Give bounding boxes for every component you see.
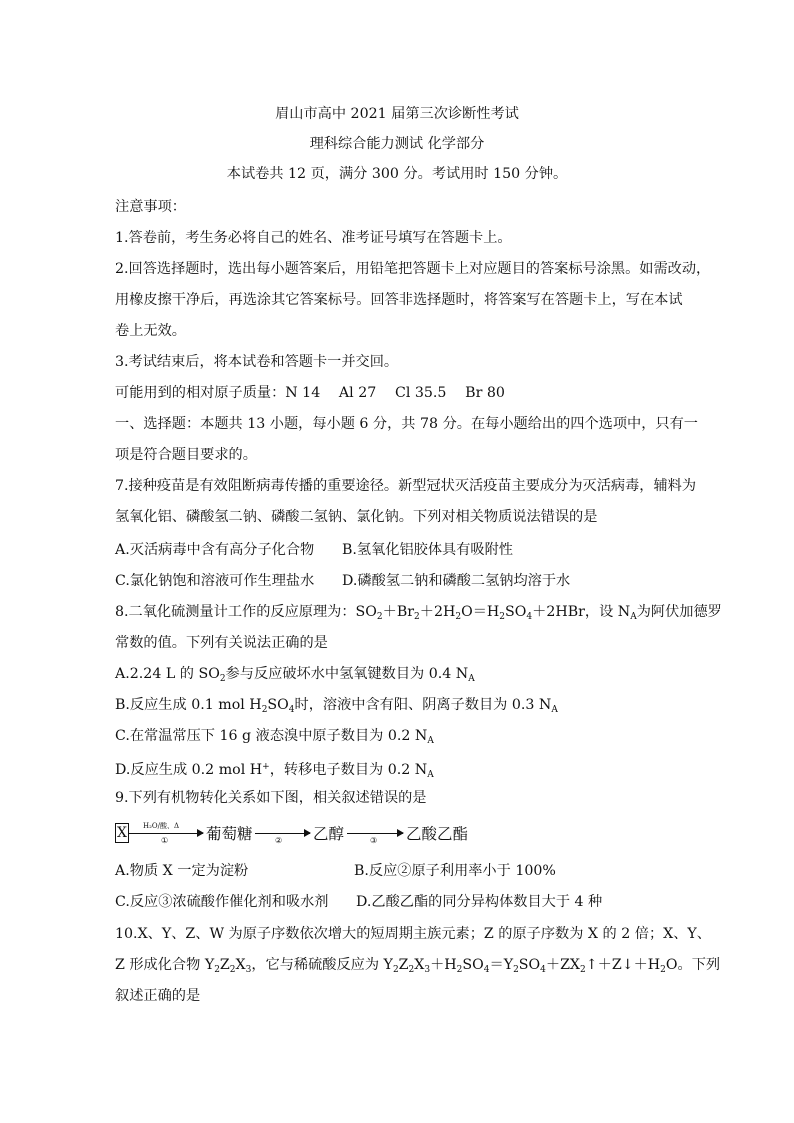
ethanol-label: 乙醇 [313, 825, 345, 843]
q7-option-row-2 [115, 571, 571, 591]
reaction-arrow-3 [347, 833, 403, 834]
glucose-label: 葡萄糖 [206, 825, 253, 843]
q9-stem: 9.下列有机物转化关系如下图，相关叙述错误的是 [115, 790, 427, 806]
q7-option-b[interactable]: B.氢氧化铝胶体具有吸附性 [342, 542, 513, 558]
exam-title: 眉山市高中 2021 届第三次诊断性考试 [275, 106, 519, 122]
q8-option-b[interactable]: B.反应生成 0.1 mol $H_2SO_4$时，溶液中含有阳、阴离子数目为 0.3 $N_A$ [115, 697, 558, 715]
reaction-1-condition: H₂O/酸、Δ [143, 822, 180, 830]
q8-stem-line-1: 8.二氧化硫测量计工作的反应原理为：$SO_2+Br_2+2H_2O=H_2SO_4+2HBr$，设 $N_A$为阿伏加德罗 [115, 604, 722, 622]
q9-option-c[interactable]: C.反应③浓硫酸作催化剂和吸水剂 [115, 894, 329, 910]
section1-line-2: 项是符合题目要求的。 [115, 447, 257, 463]
reaction-arrow-2 [255, 833, 310, 834]
q9-option-b[interactable]: B.反应②原子利用率小于 100% [354, 863, 556, 879]
q7-stem-line-2: 氢氧化铝、磷酸氢二钠、磷酸二氢钠、氯化钠。下列对相关物质说法错误的是 [115, 509, 598, 525]
q8-option-a[interactable]: A.2.24 L 的 $SO_2$参与反应破坏水中氢氧键数目为 0.4 $N_A$ [115, 666, 475, 684]
notice-item-2-line-3: 卷上无效。 [115, 323, 186, 339]
q9-option-row-1 [115, 861, 556, 881]
notice-item-2-line-2: 用橡皮擦干净后，再选涂其它答案标号。回答非选择题时，将答案写在答题卡上，写在本试 [115, 292, 683, 308]
q9-option-d[interactable]: D.乙酸乙酯的同分异构体数目大于 4 种 [356, 894, 603, 910]
notice-item-2-line-1: 2.回答选择题时，选出每小题答案后，用铅笔把答题卡上对应题目的答案标号涂黑。如需改动， [115, 261, 711, 277]
q7-stem-line-1: 7.接种疫苗是有效阻断病毒传播的重要途径。新型冠状灭活疫苗主要成分为灭活病毒，辅料为 [115, 478, 697, 494]
q8-option-c[interactable]: C.在常温常压下 16 g 液态溴中原子数目为 0.2 $N_A$ [115, 728, 434, 746]
reaction-3-number: ③ [370, 836, 378, 845]
exam-info: 本试卷共 12 页，满分 300 分。考试用时 150 分钟。 [226, 166, 568, 182]
reaction-arrow-1 [129, 833, 203, 834]
q10-stem-line-1: 10.X、Y、Z、W 为原子序数依次增大的短周期主族元素；Z 的原子序数为 X 的 2 倍；X、Y、 [115, 926, 711, 942]
q10-stem-line-3: 叙述正确的是 [115, 988, 201, 1004]
notice-heading: 注意事项： [115, 199, 186, 215]
ethyl-acetate-label: 乙酸乙酯 [406, 825, 469, 843]
reaction-scheme [115, 820, 475, 850]
reaction-1-number: ① [161, 836, 169, 845]
notice-item-3: 3.考试结束后，将本试卷和答题卡一并交回。 [115, 354, 399, 370]
notice-item-1: 1.答卷前，考生务必将自己的姓名、准考证号填写在答题卡上。 [115, 230, 512, 246]
q9-option-row-2 [115, 892, 603, 912]
q7-option-c[interactable]: C.氯化钠饱和溶液可作生理盐水 [115, 573, 315, 589]
q7-option-d[interactable]: D.磷酸氢二钠和磷酸二氢钠均溶于水 [342, 573, 571, 589]
section1-line-1: 一、选择题：本题共 13 小题，每小题 6 分，共 78 分。在每小题给出的四个选项中，只有一 [115, 416, 698, 432]
q9-option-a[interactable]: A.物质 X 一定为淀粉 [115, 863, 249, 879]
q10-stem-line-2: Z 形成化合物 $Y_2Z_2X_3$，它与稀硫酸反应为 $Y_2Z_2X_3+H_2SO_4=Y_2SO_4+ZX_2↑+Z↓+H_2O$。下列 [115, 957, 721, 975]
q7-option-row-1 [115, 540, 513, 560]
q7-option-a[interactable]: A.灭活病毒中含有高分子化合物 [115, 542, 315, 558]
compound-x-box: X [115, 823, 129, 843]
q8-stem-line-2: 常数的值。下列有关说法正确的是 [115, 635, 328, 651]
exam-subtitle: 理科综合能力测试 化学部分 [309, 136, 485, 152]
q8-option-d[interactable]: D.反应生成 0.2 mol H+，转移电子数目为 0.2 $N_A$ [115, 762, 434, 780]
atomic-mass-line: 可能用到的相对原子质量：N 14 Al 27 Cl 35.5 Br 80 [115, 385, 505, 401]
reaction-2-number: ② [275, 836, 283, 845]
